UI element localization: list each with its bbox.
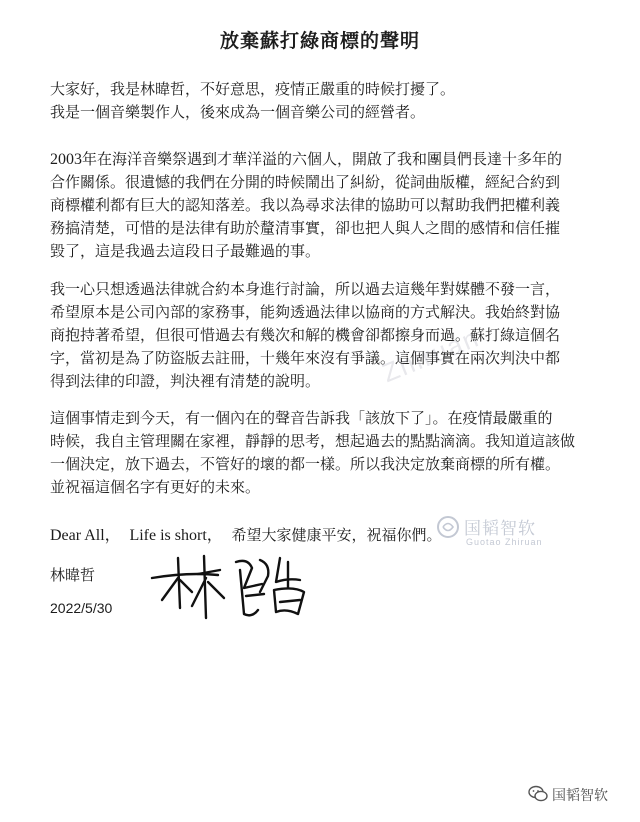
- watermark-guotao: [436, 511, 596, 555]
- author-name: 林暐哲: [50, 566, 96, 584]
- closing-wish: 希望大家健康平安，祝福你們。: [231, 526, 442, 544]
- paragraph-line: 並祝福這個名字有更好的未來。: [50, 478, 261, 496]
- document-date: 2022/5/30: [50, 600, 113, 616]
- closing-line: [50, 522, 442, 545]
- paragraph-decision: [50, 407, 610, 499]
- paragraph-line: 我是一個音樂製作人，後來成為一個音樂公司的經營者。: [50, 103, 426, 121]
- paragraph-line: 務搞清楚，可惜的是法律有助於釐清事實，卻也把人與人之間的感情和信任摧: [50, 219, 561, 237]
- paragraph-line: 得到法律的印證，判決裡有清楚的說明。: [50, 372, 321, 390]
- watermark-text: 国韬智软: [464, 519, 536, 539]
- paragraph-line: 大家好，我是林暐哲，不好意思，疫情正嚴重的時候打擾了。: [50, 80, 456, 98]
- paragraph-line: 商標權利都有巨大的認知落差。我以為尋求法律的協助可以幫助我們把權利義: [50, 196, 561, 214]
- closing-greeting: Dear All，: [50, 527, 121, 544]
- faint-watermark: Zhiruan: [377, 321, 484, 389]
- paragraph-legal: [50, 278, 610, 393]
- document-title: 放棄蘇打綠商標的聲明: [219, 30, 420, 52]
- handwritten-signature: [148, 548, 328, 628]
- paragraph-line: 我一心只想透過法律就合約本身進行討論，所以過去這幾年對媒體不發一言，: [50, 280, 561, 298]
- paragraph-line: 這個事情走到今天，有一個內在的聲音告訴我「該放下了」。在疫情最嚴重的: [50, 409, 553, 427]
- paragraph-line: 一個決定，放下過去，不管好的壞的都一樣。所以我決定放棄商標的所有權。: [50, 455, 561, 473]
- paragraph-line: 字，當初是為了防盜版去註冊，十幾年來沒有爭議。這個事實在兩次判決中都: [50, 349, 561, 367]
- paragraph-line: 希望原本是公司內部的家務事，能夠透過法律以協商的方式解決。我始終對協: [50, 303, 561, 321]
- watermark-pinyin: Guotao Zhiruan: [466, 537, 543, 547]
- paragraph-line: 時候，我自主管理關在家裡，靜靜的思考，想起過去的點點滴滴。我知道這該做: [50, 432, 576, 450]
- paragraph-history: [50, 148, 610, 263]
- paragraph-greeting: [50, 78, 610, 124]
- wechat-icon: [528, 785, 548, 803]
- paragraph-line-text: 年在海洋音樂祭遇到才華洋溢的六個人，開啟了我和團員們長達十多年的: [82, 150, 563, 168]
- guotao-logo-icon: [436, 515, 460, 539]
- wechat-watermark-text: 国韬智软: [552, 788, 608, 804]
- closing-phrase: Life is short，: [129, 527, 223, 544]
- paragraph-line: 毀了，這是我過去這段日子最難過的事。: [50, 242, 321, 260]
- paragraph-line: 商抱持著希望，但很可惜過去有幾次和解的機會卻都擦身而過。蘇打綠這個名: [50, 326, 561, 344]
- paragraph-line: 合作關係。很遺憾的我們在分開的時候鬧出了糾紛，從詞曲版權，經紀合約到: [50, 173, 561, 191]
- year-text: 2003: [50, 151, 82, 168]
- paragraph-line: [50, 148, 610, 171]
